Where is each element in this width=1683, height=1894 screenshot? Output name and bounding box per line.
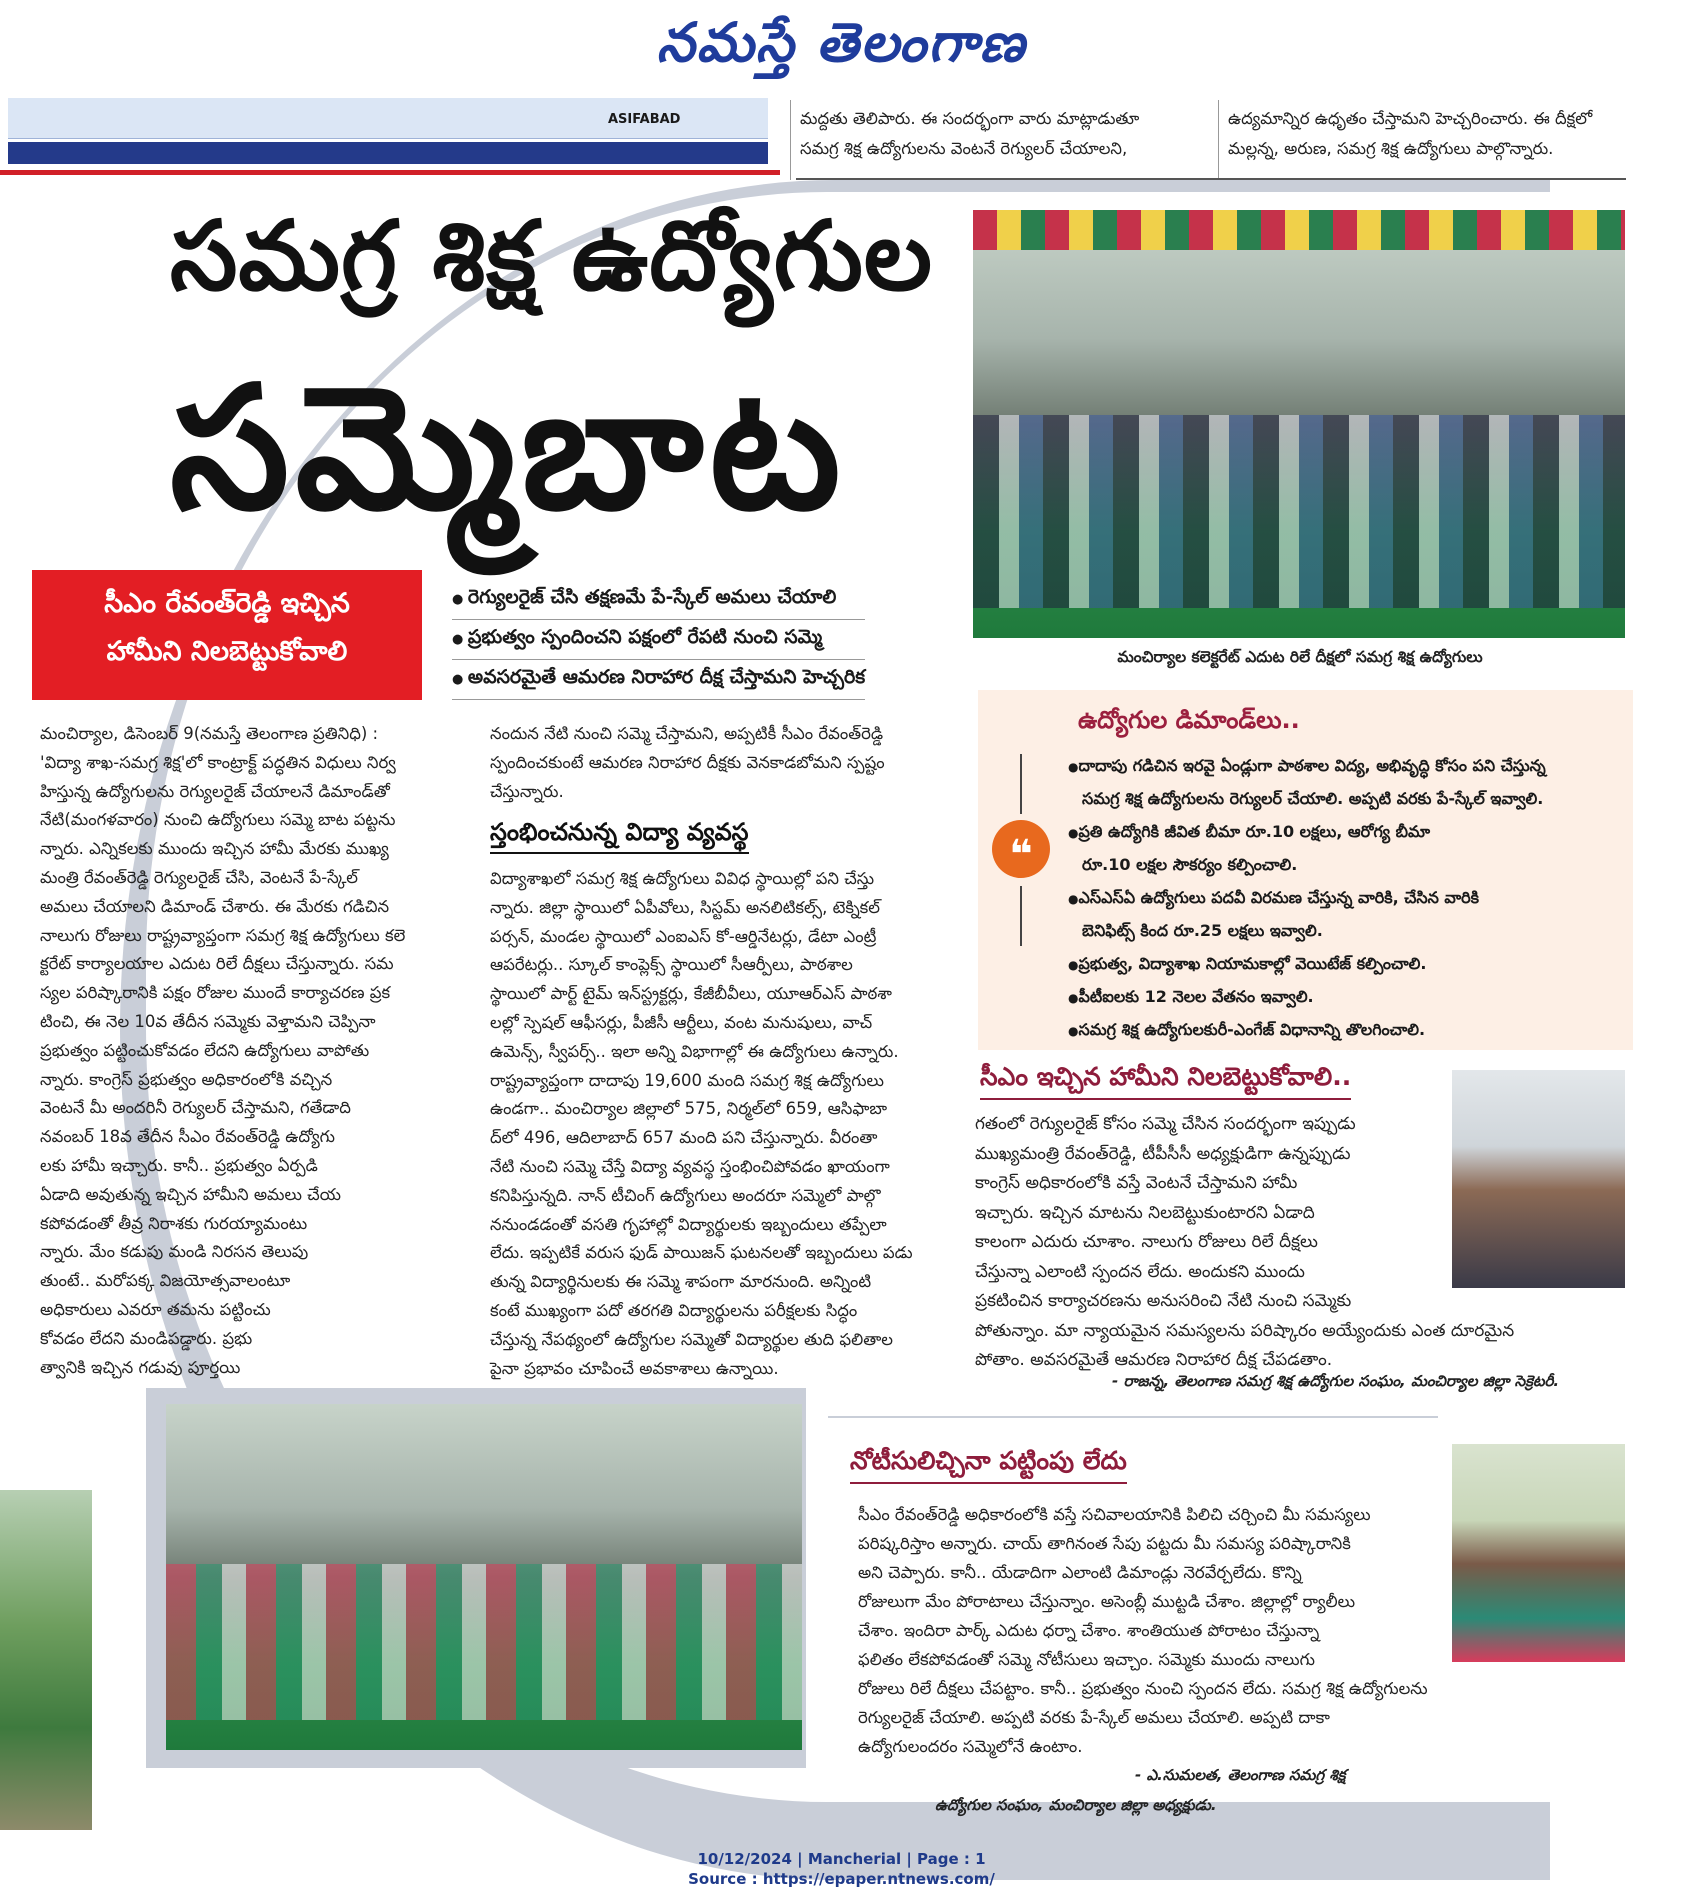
text-line: నేటి(మంగళవారం) నుంచి ఉద్యోగులు సమ్మె బాట పట్టను [40,810,396,830]
text-line: ముఖ్యమంత్రి రేవంత్‌రెడ్డి, టీపీసీసీ అధ్యక్షుడిగా ఉన్నప్పుడు [975,1143,1351,1164]
article-column-1 [40,720,460,1382]
text-line: విద్యాశాఖలో సమగ్ర శిక్ష ఉద్యోగులు వివిధ స్థాయిల్లో పని చేస్తు [490,869,875,888]
kicker-red-box [32,570,422,700]
column-divider [790,100,791,180]
top-column-2 [1228,104,1648,164]
quote-2-attribution-1: - ఎ.సుమలత, తెలంగాణ సమగ్ర శిక్ష [1135,1766,1346,1784]
article-subhead: స్తంభించనున్న విద్యా వ్యవస్థ [490,818,749,854]
text-line: కపోవడంతో తీవ్ర నిరాశకు గురయ్యామంటు [40,1213,308,1233]
top-column-1 [800,104,1220,164]
quote-2-text [858,1500,1518,1761]
demand-item: ● దాదాపు గడిచిన ఇరవై ఏండ్లుగా పాఠశాల విద్య, అభివృద్ధి కోసం పని చేస్తున్న [1068,750,1628,783]
text-line: టించి, ఈ నెల 10వ తేదీన సమ్మెకు వెళ్తామని చెప్పినా [40,1011,376,1031]
demand-item: బెనిఫిట్స్ కింద రూ.25 లక్షలు ఇవ్వాలి. [1082,921,1323,940]
column-divider [1218,100,1219,180]
text-line: మద్దతు తెలిపారు. ఈ సందర్భంగా వారు మాట్లాడుతూ [800,109,1140,128]
quote-icon: ❝ [992,820,1050,878]
text-line: లేదు. ఇప్పటికే వరుస ఫుడ్ పాయిజన్ ఘటనలతో ఇబ్బందులు పడు [490,1243,913,1263]
text-line: స్యల పరిష్కారానికి పక్షం రోజుల ముందే కార్యాచరణ ప్రక [40,983,391,1003]
text-line: రోజులు రిలే దీక్షలు చేపట్టాం. కానీ.. ప్రభుత్వం నుంచి స్పందన లేదు. సమగ్ర శిక్ష ఉద్యోగులను [858,1679,1428,1698]
text-line: పోతాం. అవసరమైతే ఆమరణ నిరాహార దీక్ష చేపడతాం. [975,1350,1333,1370]
footer-source-link[interactable]: Source : https://epaper.ntnews.com/ [688,1870,995,1888]
text-line: ఏడాది అవుతున్న ఇచ్చిన హామీని అమలు చేయ [40,1184,341,1204]
demand-item: ● ప్రభుత్వ, విద్యాశాఖ నియామకాల్లో వెయిటేజ్ కల్పించాలి. [1068,948,1628,981]
text-line: నేటి నుంచి సమ్మె చేస్తే విద్యా వ్యవస్థ స్తంభించిపోవడం ఖాయంగా [490,1156,890,1176]
text-line: స్పందించకుంటే ఆమరణ నిరాహార దీక్షకు వెనకాడబోమని స్పష్టం [490,752,885,772]
text-line: 'విద్యా శాఖ-సమగ్ర శిక్ష'లో కాంట్రాక్ట్ పద్ధతిన విధులు నిర్వ [40,752,396,772]
text-line: మంచిర్యాల, డిసెంబర్ 9(నమస్తే తెలంగాణ ప్రతినిధి) : [40,724,379,743]
text-line: ఉండగా.. మంచిర్యాల జిల్లాలో 575, నిర్మల్‌లో 659, ఆసిఫాబా [490,1099,888,1119]
text-line: లకు హామీ ఇచ్చారు. కానీ.. ప్రభుత్వం ఏర్పడి [40,1155,318,1175]
demand-item: రూ.10 లక్షల సౌకర్యం కల్పించాలి. [1082,855,1298,874]
text-line: అమలు చేయాలని డిమాండ్ చేశారు. ఈ మేరకు గడిచిన [40,896,390,916]
photo-relay-protest [973,210,1625,638]
footer-date-line: 10/12/2024 | Mancherial | Page : 1 [697,1850,986,1868]
kicker-line-2: హామీని నిలబెట్టుకోవాలి [106,636,348,667]
text-line: స్థాయిలో పార్ట్ టైమ్ ఇన్‌స్ట్రక్టర్లు, కేజీబీవీలు, యూఆర్ఎస్ పాఠశా [490,984,892,1004]
text-line: ఆపరేటర్లు.. స్కూల్ కాంప్లెక్స్ స్థాయిలో సీఆర్పీలు, పాఠశాల [490,955,853,975]
text-line: రోజులుగా మేం పోరాటాలు చేస్తున్నాం. అసెంబ్లీ ముట్టడి చేశాం. జిల్లాల్లో ర్యాలీలు [858,1592,1356,1611]
text-line: న్నారు. ఎన్నికలకు ముందు ఇచ్చిన హామీ మేరకు ముఖ్య [40,839,389,859]
quote-1-heading: సీఎం ఇచ్చిన హామీని నిలబెట్టుకోవాలి.. [980,1062,1351,1100]
quote-1-attribution: - రాజన్న, తెలంగాణ సమగ్ర శిక్ష ఉద్యోగుల సంఘం, మంచిర్యాల జిల్లా సెక్రెటరీ. [1112,1372,1560,1390]
text-line: సీఎం రేవంత్‌రెడ్డి అధికారంలోకి వస్తే సచివాలయానికి పిలిచి చర్చించి మీ సమస్యలు [858,1505,1371,1524]
rule [828,1416,1438,1418]
text-line: నందున నేటి నుంచి సమ్మె చేస్తామని, అప్పటికీ సీఎం రేవంత్‌రెడ్డి [490,724,884,743]
text-line: గతంలో రెగ్యులరైజ్ కోసం సమ్మె చేసిన సందర్భంగా ఇప్పుడు [975,1114,1356,1134]
text-line: అధికారులు ఎవరూ తమను పట్టించు [40,1299,271,1319]
top-strip [8,98,768,180]
demand-item: సమగ్ర శిక్ష ఉద్యోగులను రెగ్యులర్ చేయాలి. అప్పటి వరకు పే-స్కేల్ ఇవ్వాలి. [1082,789,1544,808]
text-line: పోతున్నాం. మా న్యాయమైన సమస్యలను పరిష్కారం అయ్యేందుకు ఎంత దూరమైన [975,1320,1515,1341]
demands-list [1068,750,1628,1047]
headline-line-1: సమగ్ర శిక్ష ఉద్యోగుల [170,200,933,312]
demand-item: ● పీటీఐలకు 12 నెలల వేతనం ఇవ్వాలి. [1068,981,1628,1014]
demand-item: ● ప్రతి ఉద్యోగికి జీవిత బీమా రూ.10 లక్షలు, ఆరోగ్య బీమా [1068,816,1628,849]
text-line: ఇచ్చారు. ఇచ్చిన మాటను నిలబెట్టుకుంటారని ఏడాది [975,1202,1315,1223]
article-column-2-intro [490,720,940,806]
text-line: పర్సన్, మండల స్థాయిలో ఎంఐఎస్ కో-ఆర్డినేటర్లు, డేటా ఎంట్రీ [490,926,877,946]
quote-2-heading: నోటీసులిచ్చినా పట్టింపు లేదు [850,1446,1127,1484]
text-line: కనిపిస్తున్నది. నాన్ టీచింగ్ ఉద్యోగులు అందరూ సమ్మెలో పాల్గొ [490,1185,881,1205]
text-line: ఉమెన్స్, స్వీపర్స్.. ఇలా అన్ని విభాగాల్లో ఈ ఉద్యోగులు ఉన్నారు. [490,1041,899,1061]
text-line: కోవడం లేదని మండిపడ్డారు. ప్రభు [40,1328,253,1348]
text-line: ప్రభుత్వం పట్టించుకోవడం లేదని ఉద్యోగులు వాపోతు [40,1040,370,1060]
text-line: కాంగ్రెస్ అధికారంలోకి వస్తే వెంటనే చేస్తామని హామీ [975,1173,1298,1193]
text-line: ననుండడంతో వసతి గృహాల్లో విద్యార్థులకు ఇబ్బందులు తప్పేలా [490,1214,887,1234]
text-line: క్టరేట్ కార్యాలయాల ఎదుట రిలే దీక్షలు చేస్తున్నారు. సమ [40,954,394,974]
text-line: చేస్తున్నా ఎలాంటి స్పందన లేదు. అందుకని ముందు [975,1261,1305,1282]
text-line: మంత్రి రేవంత్‌రెడ్డి రెగ్యులరైజ్ చేసి, వెంటనే పే-స్కేల్ [40,867,358,887]
photo-women-protest [166,1404,802,1750]
demand-item: ● ఎస్ఎస్ఏ ఉద్యోగులు పదవీ విరమణ చేస్తున్న వారికి, చేసిన వారికి [1068,882,1628,915]
kicker-line-1: సీఎం రేవంత్‌రెడ్డి ఇచ్చిన [104,588,350,619]
text-line: కంటే ముఖ్యంగా పదో తరగతి విద్యార్థులను పరీక్షలకు సిద్ధం [490,1300,858,1320]
text-line: లల్లో స్పెషల్ ఆఫీసర్లు, పీజీసీ ఆర్టీలు, వంట మనుషులు, వాచ్ [490,1012,873,1032]
headline-line-2: సమ్మెబాట [170,350,847,548]
text-line: నవంబర్ 18వ తేదీన సీఎం రేవంత్‌రెడ్డి ఉద్యోగు [40,1127,335,1147]
demand-item: ● సమగ్ర శిక్ష ఉద్యోగులకురీ-ఎంగేజ్ విధానాన్ని తొలగించాలి. [1068,1014,1628,1047]
text-line: త్వానికి ఇచ్చిన గడువు పూర్తయి [40,1357,241,1377]
text-line: ఫలితం లేకపోవడంతో సమ్మె నోటీసులు ఇచ్చాం. సమ్మెకు ముందు నాలుగు [858,1650,1315,1669]
text-line: పైనా ప్రభావం చూపించే అవకాశాలు ఉన్నాయి. [490,1358,779,1378]
text-line: ప్రకటించిన కార్యాచరణను అనుసరించి నేటి నుంచి సమ్మెకు [975,1291,1352,1311]
quote-1-text [975,1110,1625,1376]
text-line: హిస్తున్న ఉద్యోగులను రెగ్యులరైజ్ చేయాలనే డిమాండ్‌తో [40,781,390,801]
photo-tree-fragment [0,1490,92,1830]
text-line: ఉద్యోగులందరం సమ్మెలోనే ఉంటాం. [858,1737,1083,1756]
demands-box [978,690,1633,1050]
text-line: కాలంగా ఎదురు చూశాం. నాలుగు రోజులు రిలే దీక్షలు [975,1232,1318,1252]
masthead-logo: నమస్తే తెలంగాణ [656,10,1027,74]
text-line: మల్లన్న, అరుణ, సమగ్ర శిక్ష ఉద్యోగులు పాల్గొన్నారు. [1228,139,1554,158]
article-column-2 [490,865,940,1383]
text-line: చేశాం. ఇందిరా పార్క్ ఎదుట ధర్నా చేశాం. శాంతియుత పోరాటం చేస్తున్నా [858,1621,1320,1640]
text-line: తున్న విద్యార్థినులకు ఈ సమ్మె శాపంగా మారనుంది. అన్నింటి [490,1272,872,1292]
bullet-item: ● రెగ్యులరైజ్ చేసి తక్షణమే పే-స్కేల్ అమలు చేయాలి [452,580,865,620]
demands-title: ఉద్యోగుల డిమాండ్‌లు.. [1078,706,1300,734]
text-line: చేస్తున్నారు. [490,781,564,801]
text-line: అని చెప్పారు. కానీ.. యేడాదిగా ఎలాంటి డిమాండ్లు నెరవేర్చలేదు. కొన్ని [858,1563,1302,1582]
text-line: న్నారు. మేం కడుపు మండి నిరసన తెలుపు [40,1242,309,1262]
photo-caption: మంచిర్యాల కలెక్టరేట్ ఎదుట రిలే దీక్షలో సమగ్ర శిక్ష ఉద్యోగులు [1117,648,1483,666]
text-line: ద్‌లో 496, ఆదిలాబాద్ 657 మంది పని చేస్తున్నారు. వీరంతా [490,1128,878,1148]
bullet-item: ● అవసరమైతే ఆమరణ నిరాహార దీక్ష చేస్తామని హెచ్చరిక [452,660,865,700]
text-line: రెగ్యులరైజ్ చేయాలి. అప్పటి వరకు పే-స్కేల్ అమలు చేయాలి. అప్పటి దాకా [858,1708,1330,1727]
text-line: రాష్ట్రవ్యాప్తంగా దాదాపు 19,600 మంది సమగ్ర శిక్ష ఉద్యోగులు [490,1070,884,1090]
text-line: పరిష్కరిస్తాం అన్నారు. చాయ్ తాగినంత సేపు పట్టదు మీ సమస్య పరిష్కారానికి [858,1534,1351,1553]
text-line: ఉద్యమాన్నిర ఉధృతం చేస్తామని హెచ్చరించారు. ఈ దీక్షలో [1228,109,1593,128]
text-line: తుంటే.. మరోపక్క విజయోత్సవాలంటూ [40,1271,291,1291]
text-line: సమగ్ర శిక్ష ఉద్యోగులను వెంటనే రెగ్యులర్ చేయాలని, [800,139,1128,158]
quote-2-attribution-2: ఉద్యోగుల సంఘం, మంచిర్యాల జిల్లా అధ్యక్షుడు. [935,1796,1217,1814]
text-line: న్నారు. కాంగ్రెస్ ప్రభుత్వం అధికారంలోకి వచ్చిన [40,1069,333,1089]
text-line: వెంటనే మీ అందరినీ రెగ్యులర్ చేస్తామని, గతేడాది [40,1098,351,1118]
text-line: చేస్తున్న నేపథ్యంలో ఉద్యోగుల సమ్మెతో విద్యార్థుల తుది ఫలితాల [490,1329,893,1349]
text-line: న్నారు. జిల్లా స్థాయిలో ఏపీవోలు, సిస్టమ్ అనలిటికల్స్, టెక్నికల్ [490,897,880,917]
highlight-bullets [452,580,865,700]
text-line: నాలుగు రోజులు రాష్ట్రవ్యాప్తంగా సమగ్ర శిక్ష ఉద్యోగులు కలె [40,925,406,945]
bullet-item: ● ప్రభుత్వం స్పందించని పక్షంలో రేపటి నుంచి సమ్మె [452,620,865,660]
top-strip-label: ASIFABAD [608,112,681,127]
